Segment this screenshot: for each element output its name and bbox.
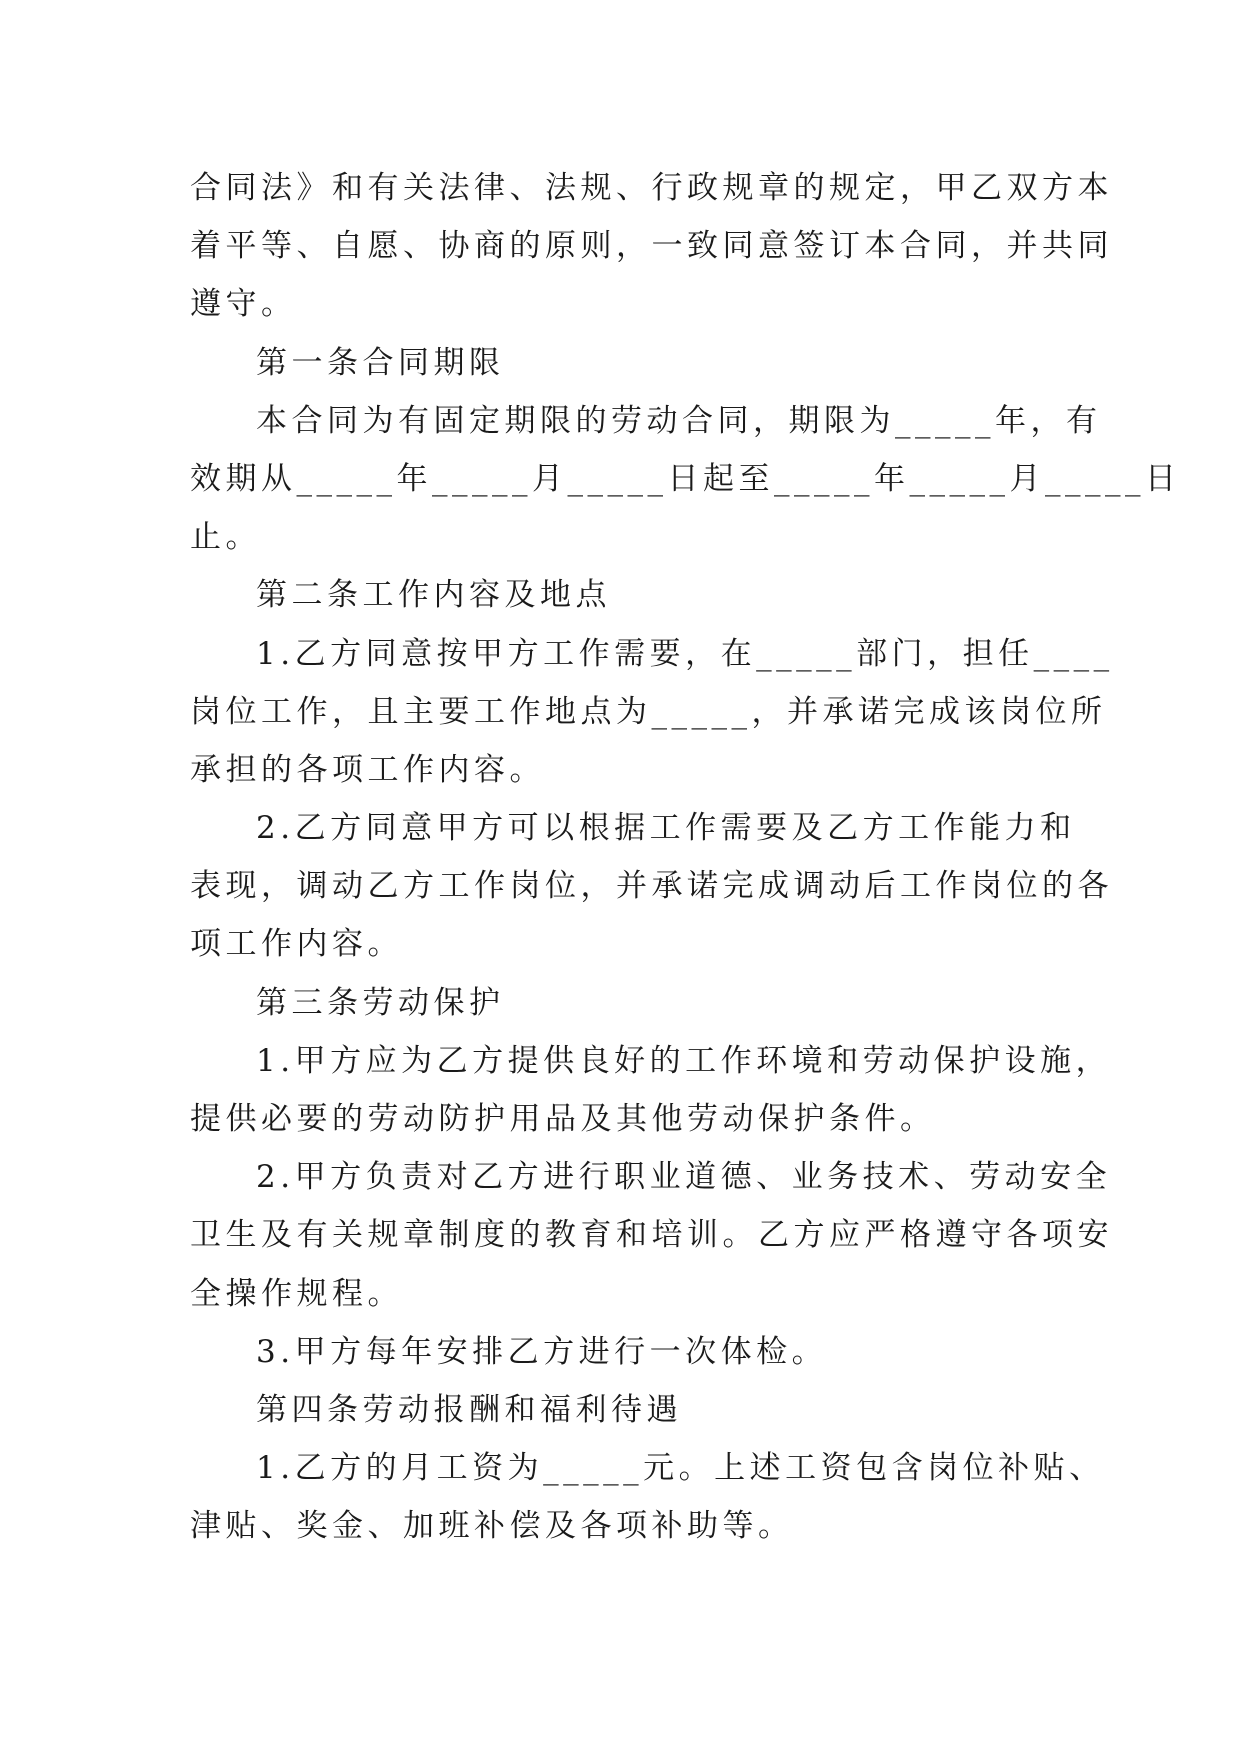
text-line: 3.甲方每年安排乙方进行一次体检。 <box>256 1333 828 1370</box>
text-line: 2.乙方同意甲方可以根据工作需要及乙方工作能力和 <box>256 810 1076 847</box>
article-heading: 第二条工作内容及地点 <box>256 577 611 614</box>
text-line: 1.乙方同意按甲方工作需要，在_____部门，担任____ <box>256 635 1114 672</box>
text-line: 卫生及有关规章制度的教育和培训。乙方应严格遵守各项安 <box>190 1217 1113 1254</box>
text-line: 1.乙方的月工资为_____元。上述工资包含岗位补贴、 <box>256 1450 1105 1487</box>
text-line: 津贴、奖金、加班补偿及各项补助等。 <box>190 1508 794 1545</box>
article-heading: 第三条劳动保护 <box>256 984 505 1021</box>
text-line: 1.甲方应为乙方提供良好的工作环境和劳动保护设施， <box>256 1042 1112 1079</box>
text-line: 2.甲方负责对乙方进行职业道德、业务技术、劳动安全 <box>256 1159 1112 1196</box>
text-line: 承担的各项工作内容。 <box>190 751 545 788</box>
article-heading: 第四条劳动报酬和福利待遇 <box>256 1391 682 1428</box>
text-line: 表现，调动乙方工作岗位，并承诺完成调动后工作岗位的各 <box>190 868 1113 905</box>
text-line: 止。 <box>190 519 261 556</box>
text-line: 全操作规程。 <box>190 1275 403 1312</box>
text-line: 提供必要的劳动防护用品及其他劳动保护条件。 <box>190 1101 936 1137</box>
text-line: 合同法》和有关法律、法规、行政规章的规定，甲乙双方本 <box>190 170 1113 206</box>
contract-text <box>190 159 1181 1556</box>
text-line: 着平等、自愿、协商的原则，一致同意签订本合同，并共同 <box>190 228 1113 265</box>
article-heading: 第一条合同期限 <box>256 344 505 381</box>
text-line: 岗位工作，且主要工作地点为_____，并承诺完成该岗位所 <box>190 693 1107 730</box>
text-line: 遵守。 <box>190 286 297 323</box>
text-line: 效期从_____年_____月_____日起至_____年_____月_____日 <box>190 460 1181 497</box>
text-line: 本合同为有固定期限的劳动合同，期限为_____年，有 <box>256 402 1102 439</box>
text-line: 项工作内容。 <box>190 926 403 963</box>
